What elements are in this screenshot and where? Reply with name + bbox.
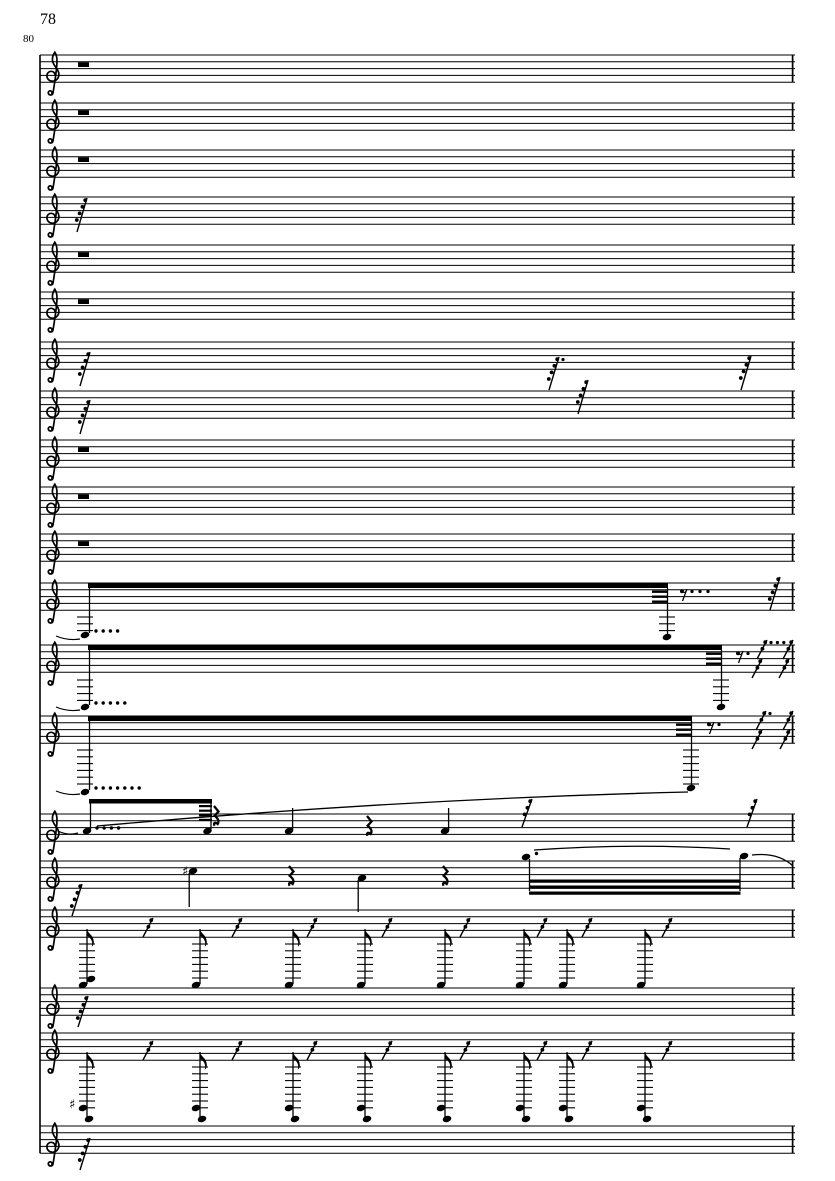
rest-flag — [763, 640, 767, 644]
augmentation-dot — [109, 786, 112, 789]
staff-20 — [40, 1123, 795, 1170]
treble-clef-icon — [48, 281, 53, 285]
rest-flag — [84, 1145, 88, 1149]
beam — [88, 583, 668, 588]
treble-clef-icon — [47, 289, 59, 330]
treble-clef-icon — [47, 194, 59, 235]
treble-clef-icon — [47, 484, 59, 525]
augmentation-dot — [94, 701, 97, 704]
rest-flag — [313, 918, 317, 922]
page-number: 78 — [40, 11, 56, 28]
rest-flag — [81, 1152, 85, 1156]
staff-8 — [40, 380, 795, 434]
whole-rest — [78, 110, 89, 115]
treble-clef-icon — [48, 476, 53, 480]
rest-flag — [83, 198, 87, 202]
rest-flag — [528, 799, 532, 803]
rest-flag — [86, 352, 90, 356]
rest-flag — [586, 1048, 590, 1052]
rest-flag — [388, 1041, 392, 1045]
augmentation-dot — [717, 723, 720, 726]
rest-flag — [584, 380, 588, 384]
treble-clef-icon — [48, 570, 53, 574]
treble-clef-icon — [47, 985, 59, 1026]
notehead — [290, 1115, 300, 1124]
treble-clef-icon — [47, 531, 59, 572]
tie — [58, 831, 78, 834]
beam — [706, 653, 722, 655]
augmentation-dot — [123, 701, 126, 704]
rest-flag — [758, 659, 762, 663]
rest-flag — [82, 1003, 86, 1007]
treble-clef-icon — [48, 139, 53, 143]
rest-flag — [70, 904, 74, 908]
rest-flag — [78, 372, 82, 376]
rest-flag — [789, 640, 793, 644]
treble-clef-icon — [48, 850, 53, 854]
treble-clef-icon — [47, 388, 59, 429]
rest-quarter — [289, 866, 294, 886]
tie — [56, 636, 80, 640]
rest-flag — [86, 1138, 90, 1142]
augmentation-dot — [782, 641, 785, 644]
rest-flag — [81, 366, 85, 370]
beam — [676, 724, 692, 726]
rest-flag — [81, 205, 85, 209]
rest-flag — [786, 730, 790, 734]
rest-flag — [555, 357, 559, 361]
rest-flag — [753, 799, 757, 803]
rest-flag — [78, 884, 82, 888]
rest-flag — [75, 218, 79, 222]
rest-flag — [81, 414, 85, 418]
beam — [529, 880, 741, 883]
augmentation-dot — [109, 629, 112, 632]
beam — [652, 591, 668, 593]
augmentation-dot — [769, 641, 772, 644]
beam — [199, 810, 212, 812]
treble-clef-icon — [48, 1162, 53, 1166]
notehead — [80, 703, 90, 712]
slur — [534, 846, 730, 850]
beam — [199, 819, 212, 821]
beam — [706, 663, 722, 665]
augmentation-dot — [94, 629, 97, 632]
staff-12 — [40, 577, 795, 641]
rest-flag — [386, 925, 390, 929]
rest-flag — [756, 666, 760, 670]
treble-clef-icon — [48, 752, 53, 756]
sharp-accidental: ♯ — [69, 1097, 76, 1113]
rest-64th — [77, 198, 87, 232]
staff-6 — [40, 289, 795, 332]
beam — [89, 799, 212, 804]
rest-flag — [783, 666, 787, 670]
treble-clef-icon — [47, 242, 59, 283]
notehead — [521, 1115, 531, 1124]
augmentation-dot — [768, 712, 771, 715]
augmentation-dot — [102, 701, 105, 704]
augmentation-dot — [116, 701, 119, 704]
whole-rest — [78, 541, 89, 546]
rest-flag — [586, 925, 590, 929]
treble-clef-icon — [47, 437, 59, 478]
rest-flag — [751, 806, 755, 810]
rest-flag — [668, 1041, 672, 1045]
staff-14 — [40, 711, 795, 796]
treble-clef-icon — [47, 52, 59, 93]
rest-flag — [785, 659, 789, 663]
beam — [88, 645, 722, 650]
rest-flag — [523, 813, 527, 817]
augmentation-dot — [110, 826, 113, 829]
treble-clef-icon — [48, 1024, 53, 1028]
augmentation-dot — [109, 701, 112, 704]
rest-flag — [787, 647, 791, 651]
rest-flag — [76, 891, 80, 895]
rest-flag — [236, 1048, 240, 1052]
rest-flag — [311, 1048, 315, 1052]
rest-flag — [553, 364, 557, 368]
beam — [676, 729, 692, 731]
whole-rest — [78, 494, 89, 499]
rest-flag — [84, 407, 88, 411]
rest-flag — [774, 584, 778, 588]
beam — [529, 892, 741, 895]
rest-64th — [741, 356, 751, 390]
beam — [676, 734, 692, 736]
notehead — [84, 1115, 94, 1124]
notehead — [197, 1115, 207, 1124]
treble-clef-icon — [48, 378, 53, 382]
staff-5 — [40, 242, 795, 285]
treble-clef-icon — [48, 427, 53, 431]
augmentation-dot — [103, 826, 106, 829]
rest-flag — [582, 387, 586, 391]
rest-flag — [742, 370, 746, 374]
rest-flag — [543, 1041, 547, 1045]
rest-flag — [760, 718, 764, 722]
rest-flag — [78, 420, 82, 424]
rest-flag — [78, 1158, 82, 1162]
treble-clef-icon — [48, 523, 53, 527]
treble-clef-icon — [47, 713, 59, 754]
rest-flag — [466, 1041, 470, 1045]
rest-flag — [784, 737, 788, 741]
rest-flag — [776, 577, 780, 581]
rest-flag — [466, 918, 470, 922]
rest-flag — [543, 918, 547, 922]
treble-clef-icon — [47, 858, 59, 899]
notehead — [642, 1115, 652, 1124]
staff-9 — [40, 437, 795, 480]
staff-11 — [40, 531, 795, 574]
rest-flag — [739, 376, 743, 380]
tie — [56, 707, 80, 711]
staff-18 — [40, 985, 795, 1028]
augmentation-dot — [561, 358, 564, 361]
augmentation-dot — [94, 786, 97, 789]
rest-flag — [238, 1041, 242, 1045]
treble-clef-icon — [47, 1123, 59, 1164]
augmentation-dot — [746, 652, 749, 655]
treble-clef-icon — [47, 642, 59, 683]
rest-flag — [576, 400, 580, 404]
augmentation-dot — [698, 590, 701, 593]
beam — [88, 716, 692, 721]
augmentation-dot — [117, 826, 120, 829]
treble-clef-icon — [47, 907, 59, 948]
staff-15 — [40, 792, 795, 854]
rest-flag — [666, 925, 670, 929]
rest-flag — [547, 377, 551, 381]
staff-17 — [40, 907, 795, 989]
rest-flag — [756, 737, 760, 741]
rest-flag — [579, 394, 583, 398]
staff-1 — [40, 52, 795, 95]
rest-flag — [73, 898, 77, 902]
treble-clef-icon — [48, 186, 53, 190]
augmentation-dot — [535, 852, 538, 855]
rest-flag — [768, 597, 772, 601]
treble-clef-icon — [47, 339, 59, 380]
augmentation-dot — [102, 786, 105, 789]
rest-flag — [787, 718, 791, 722]
augmentation-dot — [690, 590, 693, 593]
rest-flag — [758, 730, 762, 734]
rest-flag — [668, 918, 672, 922]
measure-number: 80 — [23, 33, 34, 45]
rest-flag — [78, 212, 82, 216]
treble-clef-icon — [48, 1069, 53, 1073]
rest-flag — [149, 918, 153, 922]
staff-7 — [40, 339, 795, 390]
beam — [652, 596, 668, 598]
rest-flag — [238, 918, 242, 922]
beam — [529, 886, 741, 889]
augmentation-dot — [138, 786, 141, 789]
treble-clef-icon — [48, 681, 53, 685]
sharp-accidental: ♯ — [182, 864, 189, 880]
rest-flag — [588, 1041, 592, 1045]
treble-clef-icon — [48, 946, 53, 950]
rest-quarter — [443, 866, 448, 886]
treble-clef-icon — [48, 233, 53, 237]
treble-clef-icon — [48, 619, 53, 623]
beam — [652, 601, 668, 603]
rest-flag — [789, 711, 793, 715]
notehead — [80, 788, 90, 797]
rest-flag — [526, 806, 530, 810]
staff-16 — [40, 846, 795, 916]
rest-flag — [762, 711, 766, 715]
treble-clef-icon — [47, 580, 59, 621]
notehead — [686, 784, 696, 793]
augmentation-dot — [116, 786, 119, 789]
beam — [706, 658, 722, 660]
rest-flag — [550, 371, 554, 375]
notehead — [716, 703, 726, 712]
staff-13 — [40, 640, 795, 711]
staff-10 — [40, 484, 795, 527]
rest-flag — [84, 996, 88, 1000]
rest-flag — [761, 647, 765, 651]
rest-flag — [313, 1041, 317, 1045]
rest-flag — [147, 1048, 151, 1052]
notehead — [362, 1115, 372, 1124]
rest-flag — [76, 1016, 80, 1020]
rest-flag — [541, 1048, 545, 1052]
treble-clef-icon — [47, 1030, 59, 1071]
augmentation-dot — [706, 590, 709, 593]
rest-flag — [745, 363, 749, 367]
notehead — [564, 1115, 574, 1124]
augmentation-dot — [116, 629, 119, 632]
rest-flag — [747, 356, 751, 360]
augmentation-dot — [776, 641, 779, 644]
rest-flag — [464, 1048, 468, 1052]
rest-flag — [541, 925, 545, 929]
rest-flag — [149, 1041, 153, 1045]
treble-clef-icon — [47, 100, 59, 141]
treble-clef-icon — [47, 147, 59, 188]
whole-rest — [78, 157, 89, 162]
rest-quarter — [367, 816, 372, 836]
augmentation-dot — [130, 786, 133, 789]
rest-flag — [79, 1010, 83, 1014]
rest-flag — [386, 1048, 390, 1052]
treble-clef-icon — [47, 811, 59, 852]
treble-clef-icon — [48, 897, 53, 901]
rest-flag — [147, 925, 151, 929]
staff-2 — [40, 100, 795, 143]
beam — [199, 805, 212, 807]
rest-flag — [464, 925, 468, 929]
notehead — [80, 631, 90, 640]
rest-flag — [588, 918, 592, 922]
rest-flag — [666, 1048, 670, 1052]
augmentation-dot — [123, 786, 126, 789]
staff-3 — [40, 147, 795, 190]
rest-64th — [578, 380, 588, 414]
treble-clef-icon — [48, 328, 53, 332]
whole-rest — [78, 447, 89, 452]
whole-rest — [78, 299, 89, 304]
slur — [752, 854, 793, 866]
whole-rest — [78, 252, 89, 257]
rest-flag — [771, 591, 775, 595]
rest-flag — [84, 359, 88, 363]
rest-flag — [311, 925, 315, 929]
treble-clef-icon — [48, 91, 53, 95]
tie — [56, 791, 80, 795]
whole-rest — [78, 62, 89, 67]
rest-flag — [86, 400, 90, 404]
notehead — [662, 633, 672, 642]
augmentation-dot — [95, 826, 98, 829]
rest-flag — [748, 813, 752, 817]
staff-19 — [40, 1030, 795, 1123]
notehead — [442, 1115, 452, 1124]
augmentation-dot — [102, 629, 105, 632]
staff-4 — [40, 194, 795, 237]
rest-flag — [236, 925, 240, 929]
rest-flag — [388, 918, 392, 922]
